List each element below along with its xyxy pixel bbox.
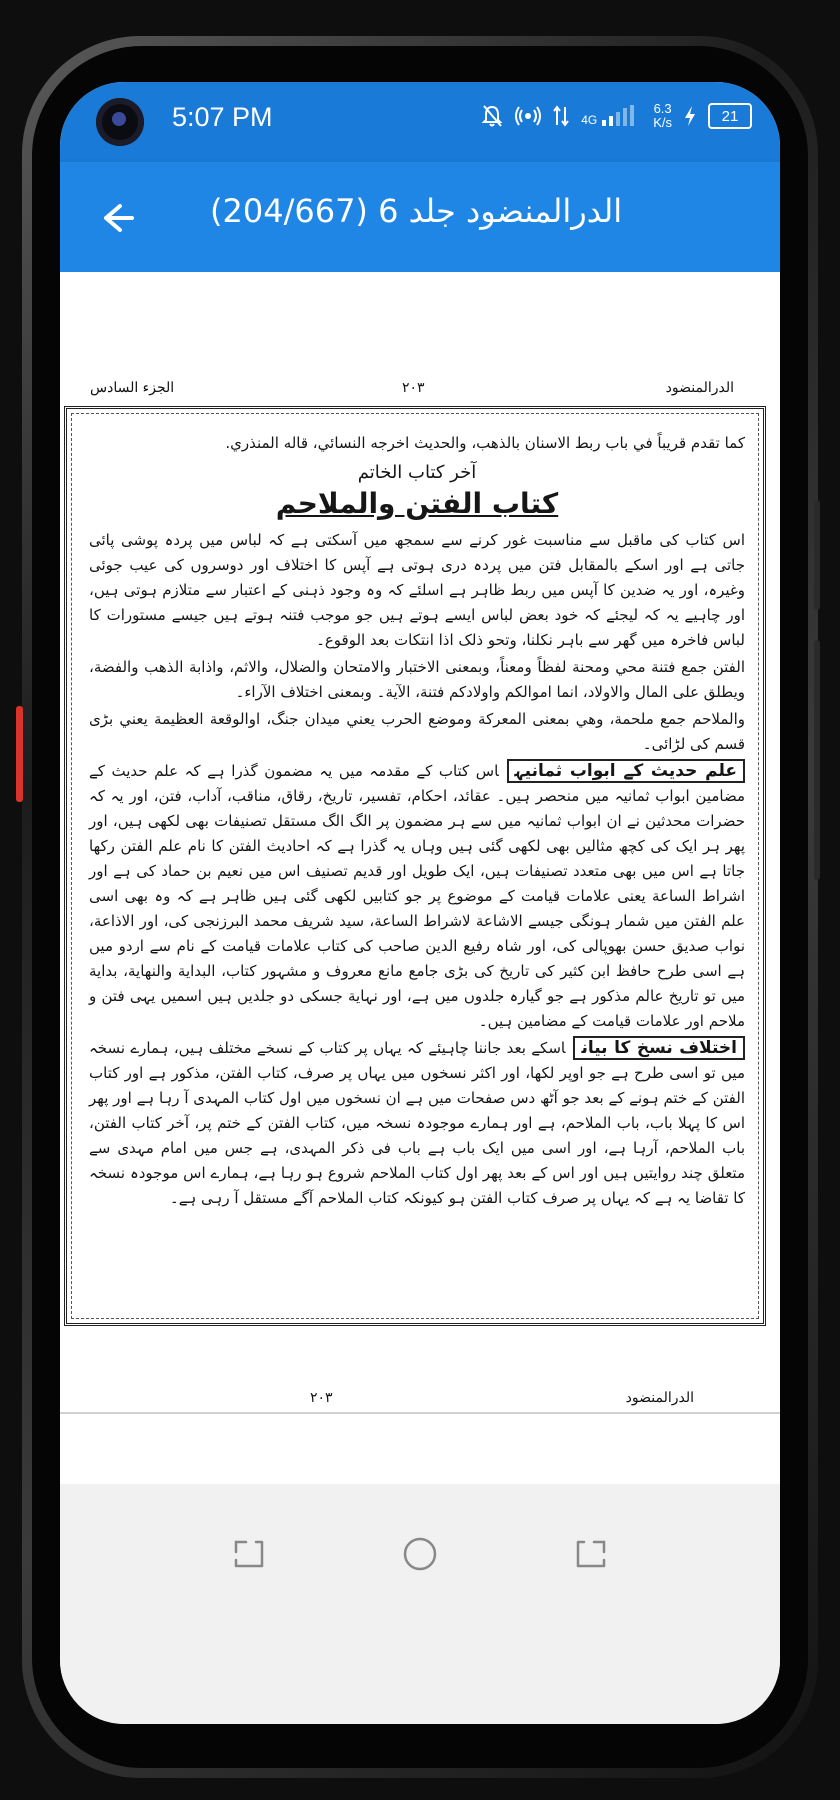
network-speed xyxy=(653,102,672,130)
hotspot-icon xyxy=(515,105,541,127)
signal-strength-icon xyxy=(601,105,641,127)
side-key xyxy=(16,706,23,802)
paragraph-2: الفتن جمع فتنة محي ومحنة لفظاً ومعناً، وبمعنى الاختبار والامتحان والضلال، والاثم، واذابة الذهب والفضة، ويطلق على المال والاولاد، انما اموالكم واولادكم فتنة، الآية۔ وبمعنى اختلاف الآراء۔ xyxy=(89,658,745,701)
power-button xyxy=(814,500,820,610)
book-title-heading: كتاب الفتن والملاحم xyxy=(275,487,559,520)
battery-icon xyxy=(708,103,752,129)
running-head-right: الدرالمنضود xyxy=(665,380,734,396)
network-speed-value: 6.3 xyxy=(653,101,672,116)
status-bar xyxy=(60,82,780,162)
back-arrow-icon[interactable] xyxy=(90,190,146,246)
page-viewer[interactable] xyxy=(60,272,780,1484)
colophon-heading: آخر كتاب الخاتم xyxy=(357,462,477,483)
mute-bell-icon xyxy=(481,104,503,128)
running-head-page-number: ٢٠٣ xyxy=(402,380,425,396)
intro-line: كما تقدم قريباً في باب ربط الاسنان بالذهب، والحديث اخرجه النسائي، قاله المنذري. xyxy=(225,434,745,452)
paragraph-3: والملاحم جمع ملحمة، وهي بمعنى المعركة وموضع الحرب يعني ميدان جنگ، اوالوقعة العظيمة يعني بڑی قسم کی لڑائی۔ xyxy=(89,710,745,753)
paragraph-1: اس کتاب کی ماقبل سے مناسبت غور کرنے سے سمجھ میں آسکتی ہے کہ لباس میں پردہ پوشی پائی جاتی ہے اور اسکے بالمقابل فتن میں پردہ دری ہوتی ہے آپس کا اختلاف اور دوسروں کی عیب جوئی وغیرہ، اور یہ ضدین کا آپس میں ربط ظاہر ہے اسلئے کہ وہ وجود ذہنی کے اعتبار سے متلازم ہوتی ہیں، اور چاہیے یہ کہ لیجئے کہ خود بعض لباس ایسے ہوتے ہیں جو موجب فتنہ ہوتے ہیں جیسے مستورات کا لباس فاخرہ میں گھر سے باہر نکلنا، وتحو ذلک اذا انتکات بعد الوقوع۔ xyxy=(89,531,745,649)
paragraph-5 xyxy=(89,1036,745,1211)
back-button-icon[interactable] xyxy=(570,1532,614,1576)
paragraph-4-text: اس کتاب کے مقدمہ میں یہ مضمون گذرا ہے کہ علم حدیث کے مضامین ابواب ثمانیہ میں منحصر ہیں۔ عقائد، احکام، تفسیر، تاریخ، رقاق، مناقب، آداب، فتن، اور یہ کہ حضرات محدثین نے ان ابواب ثمانیہ میں سے ہر مضمون پر الگ الگ مستقل تصنیفات بھی لکھی ہیں، اور پھر ہر ایک کی کچھ مثالیں بھی لکھی گئی ہیں وہاں یہ گذرا ہے کہ احادیث الفتن کا نام علم الفتن رکھا جاتا ہے اس میں بھی متعدد تصنیفات ہیں، ایک طویل اور قدیم تصنیف اس میں نعیم بن حماد کی ہے اور اشراط الساعة یعنی علامات قیامت کے موضوع پر جو کتابیں لکھی گئی ہیں ظاہر ہے کہ وہ بھی اسی علم الفتن میں شمار ہونگی جیسے الاشاعة لاشراط الساعة، سید شریف محمد البرزنجی کی، اور الاذاعة، نواب صدیق حسن بھوپالی کی، اور شاہ رفیع الدین صاحب کی کتاب علامات قیامت کے نام سے اردو میں ہے اسی طرح حافظ ابن کثیر کی تاریخ کی بڑی جامع مانع معروف و مشہور کتاب، البدایة والنهایة، بدایة میں تو تاریخ عالم مذکور ہے جو گیارہ جلدوں میں ہے، اور نہایة جسکی دو جلدیں ہیں اسمیں یہی فتن و ملاحم اور علامات قیامت کے مضامین ہیں۔ xyxy=(89,762,745,1030)
page-title: الدرالمنضود جلد 6 (204/667) xyxy=(210,192,623,230)
charging-icon xyxy=(684,105,696,127)
status-icons xyxy=(481,102,752,130)
data-transfer-icon xyxy=(553,105,569,127)
navigation-bar xyxy=(60,1484,780,1724)
volume-button xyxy=(814,640,820,880)
battery-level: 21 xyxy=(721,107,739,125)
network-type-label: 4G xyxy=(581,113,598,127)
next-page-running-head: الدرالمنضود xyxy=(625,1390,694,1406)
page-text xyxy=(89,431,745,1213)
paragraph-4 xyxy=(89,759,745,1034)
boxed-heading-nusakh: اختلاف نسخ کا بیان xyxy=(573,1036,745,1060)
app-bar xyxy=(60,162,780,272)
next-page-number: ٢٠٣ xyxy=(310,1390,333,1406)
home-button-icon[interactable] xyxy=(398,1532,442,1576)
page-border xyxy=(64,406,766,1326)
scanned-page xyxy=(60,372,780,1207)
boxed-heading-abwab: علم حدیث کے ابواب ثمانیہ xyxy=(507,759,745,783)
front-camera xyxy=(96,98,144,146)
status-time: 5:07 PM xyxy=(172,102,273,132)
screen xyxy=(60,82,780,1724)
running-head-left: الجزء السادس xyxy=(90,380,175,396)
page-divider xyxy=(60,1412,780,1414)
network-speed-unit: K/s xyxy=(653,115,672,130)
running-header xyxy=(60,372,780,406)
recent-apps-icon[interactable] xyxy=(226,1532,270,1576)
paragraph-5-text: اسکے بعد جاننا چاہیئے کہ یہاں پر کتاب کے نسخے مختلف ہیں، ہمارے نسخہ میں تو اسی طرح ہے جو اوپر لکھا، اور اکثر نسخوں میں یہاں پر صرف، کتاب الفتن، مذکور ہے اور کتاب الفتن کے ختم ہونے کے بعد جو آٹھ دس صفحات میں ہے ان نسخوں میں اول کتاب المہدی آ رہا ہے اور پھر اس کا پہلا باب، باب الملاحم، ہے اور ہمارے موجودہ نسخہ میں، کتاب الفتن کے ختم پر، آخر کتاب الفتن، باب الملاحم، آرہا ہے، اور اسی میں ایک باب ہے باب فی ذکر المہدی، ہے جس میں امام مہدی سے متعلق چند روایتیں ہیں اور اس کے بعد پھر اول کتاب الملاحم شروع ہو رہا ہے، ہمارے اس موجودہ نسخہ کا تقاضا یہ ہے کہ یہاں پر صرف کتاب الفتن ہو کیونکہ کتاب الملاحم آگے مستقل آ رہی ہے۔ xyxy=(89,1039,745,1207)
